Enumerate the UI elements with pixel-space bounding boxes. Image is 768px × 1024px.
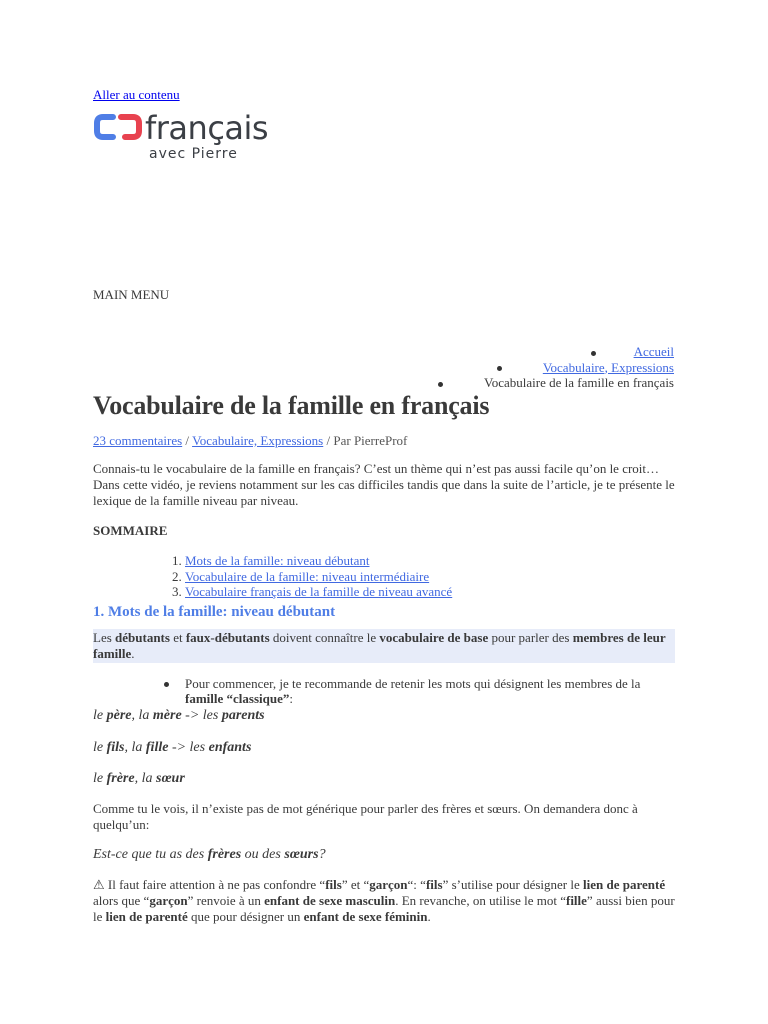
bold-text: vocabulaire de base xyxy=(379,629,489,645)
text: . En revanche, on utilise le mot “ xyxy=(395,892,566,908)
text: le xyxy=(93,707,107,723)
text: ⚠ Il faut faire attention à ne pas confondre “ xyxy=(93,876,326,892)
bold-text: débutants xyxy=(115,629,170,645)
bullet-icon xyxy=(164,682,169,687)
text: doivent connaître le xyxy=(269,629,380,645)
intro-paragraph: Connais-tu le vocabulaire de la famille en français? C’est un thème qui n’est pas aussi facile qu’on le croit… Dans cette vidéo, je reviens notamment sur les cas difficiles tandis que dans la suite de l’article, je te présente le lexique de la famille niveau par niveau. xyxy=(93,461,675,508)
bold-text: fils xyxy=(325,876,342,892)
text: le xyxy=(93,770,107,786)
text: -> les xyxy=(181,707,222,723)
text: “: “ xyxy=(407,876,426,892)
toc-heading: SOMMAIRE xyxy=(93,523,168,538)
bold-text: enfant de sexe masculin xyxy=(264,892,396,908)
text: Est-ce que tu as des xyxy=(93,846,208,862)
bullet-icon xyxy=(591,351,596,356)
logo-subtitle: avec Pierre xyxy=(149,146,238,162)
highlight-box xyxy=(93,629,675,663)
toc-link-3[interactable]: Vocabulaire français de la famille de niveau avancé xyxy=(185,584,453,599)
bold-text: sœurs xyxy=(284,846,319,862)
bullet-icon xyxy=(438,382,443,387)
text: , la xyxy=(134,770,156,786)
article xyxy=(93,390,675,925)
text: ” s’utilise pour désigner le xyxy=(442,876,583,892)
bold-text: fils xyxy=(425,876,443,892)
bold-text: fille xyxy=(145,739,169,755)
toc-item xyxy=(185,569,675,585)
table-of-contents xyxy=(93,553,675,600)
text: pour parler des xyxy=(488,629,573,645)
meta-separator: / xyxy=(182,433,193,448)
text: ? xyxy=(318,846,326,862)
text: Pour commencer, je te recommande de retenir les mots qui désignent les membres de la xyxy=(185,675,641,691)
breadcrumb-link-category[interactable]: Vocabulaire, Expressions xyxy=(542,359,674,375)
example-freres xyxy=(93,770,675,788)
text: ” aussi bien pour le xyxy=(93,892,675,924)
breadcrumb-item xyxy=(438,360,674,376)
toc-item xyxy=(185,553,675,569)
bold-text: sœur xyxy=(156,770,185,786)
bold-text: famille “classique” xyxy=(185,690,290,706)
text: ” renvoie à un xyxy=(187,892,265,908)
main-menu-toggle[interactable]: MAIN MENU xyxy=(93,287,170,302)
text: le xyxy=(93,739,107,755)
bold-text: père xyxy=(106,707,132,723)
example-parents xyxy=(93,707,675,725)
bold-text: mère xyxy=(152,707,182,723)
text: et xyxy=(169,629,186,645)
bold-text: enfants xyxy=(208,739,252,755)
comments-link[interactable]: 23 commentaires xyxy=(93,433,183,448)
logo-brand-text: français xyxy=(145,109,269,147)
text: . xyxy=(427,908,431,924)
text: , la xyxy=(131,707,153,723)
category-link[interactable]: Vocabulaire, Expressions xyxy=(192,433,324,448)
skip-to-content-link[interactable]: Aller au contenu xyxy=(93,87,180,102)
bold-text: membres de leur famille xyxy=(93,629,666,661)
breadcrumb-item xyxy=(438,344,674,360)
text: , la xyxy=(124,739,146,755)
toc-link-1[interactable]: Mots de la famille: niveau débutant xyxy=(185,553,370,568)
breadcrumb xyxy=(438,344,674,391)
logo-mark-icon xyxy=(93,113,143,145)
text: alors que “ xyxy=(93,892,150,908)
bold-text: parents xyxy=(221,707,265,723)
bold-text: fils xyxy=(106,739,125,755)
bullet-icon xyxy=(497,366,502,371)
bullet-list xyxy=(93,676,675,706)
meta-author: / Par PierreProf xyxy=(323,433,408,448)
list-item xyxy=(185,676,675,706)
bold-text: garçon xyxy=(369,876,408,892)
breadcrumb-link-home[interactable]: Accueil xyxy=(633,344,674,359)
text: ou des xyxy=(241,846,285,862)
example-enfants xyxy=(93,739,675,757)
text: Les xyxy=(93,629,116,645)
bold-text: faux-débutants xyxy=(185,629,270,645)
text: ” et “ xyxy=(341,876,370,892)
bold-text: frère xyxy=(106,770,135,786)
site-logo[interactable] xyxy=(93,111,273,163)
bold-text: lien de parenté xyxy=(105,908,188,924)
page-title: Vocabulaire de la famille en français xyxy=(93,391,490,420)
warning-paragraph xyxy=(93,877,675,925)
bold-text: fille xyxy=(565,892,587,908)
bold-text: enfant de sexe féminin xyxy=(303,908,428,924)
bold-text: lien de parenté xyxy=(583,876,666,892)
text: : xyxy=(289,690,293,706)
breadcrumb-current: Vocabulaire de la famille en français xyxy=(484,375,674,390)
post-meta xyxy=(93,433,675,449)
toc-item xyxy=(185,584,675,600)
text: -> les xyxy=(168,739,209,755)
bold-text: frères xyxy=(207,846,242,862)
breadcrumb-item xyxy=(438,375,674,391)
bold-text: garçon xyxy=(149,892,188,908)
toc-link-2[interactable]: Vocabulaire de la famille: niveau intermédiaire xyxy=(185,568,430,584)
text: . xyxy=(131,645,135,661)
section-heading-1: 1. Mots de la famille: niveau débutant xyxy=(93,603,336,620)
text: que pour désigner un xyxy=(187,908,304,924)
generic-paragraph: Comme tu le vois, il n’existe pas de mot générique pour parler des frères et sœurs. On demandera donc à quelqu’un: xyxy=(93,800,638,832)
example-question xyxy=(93,846,675,864)
